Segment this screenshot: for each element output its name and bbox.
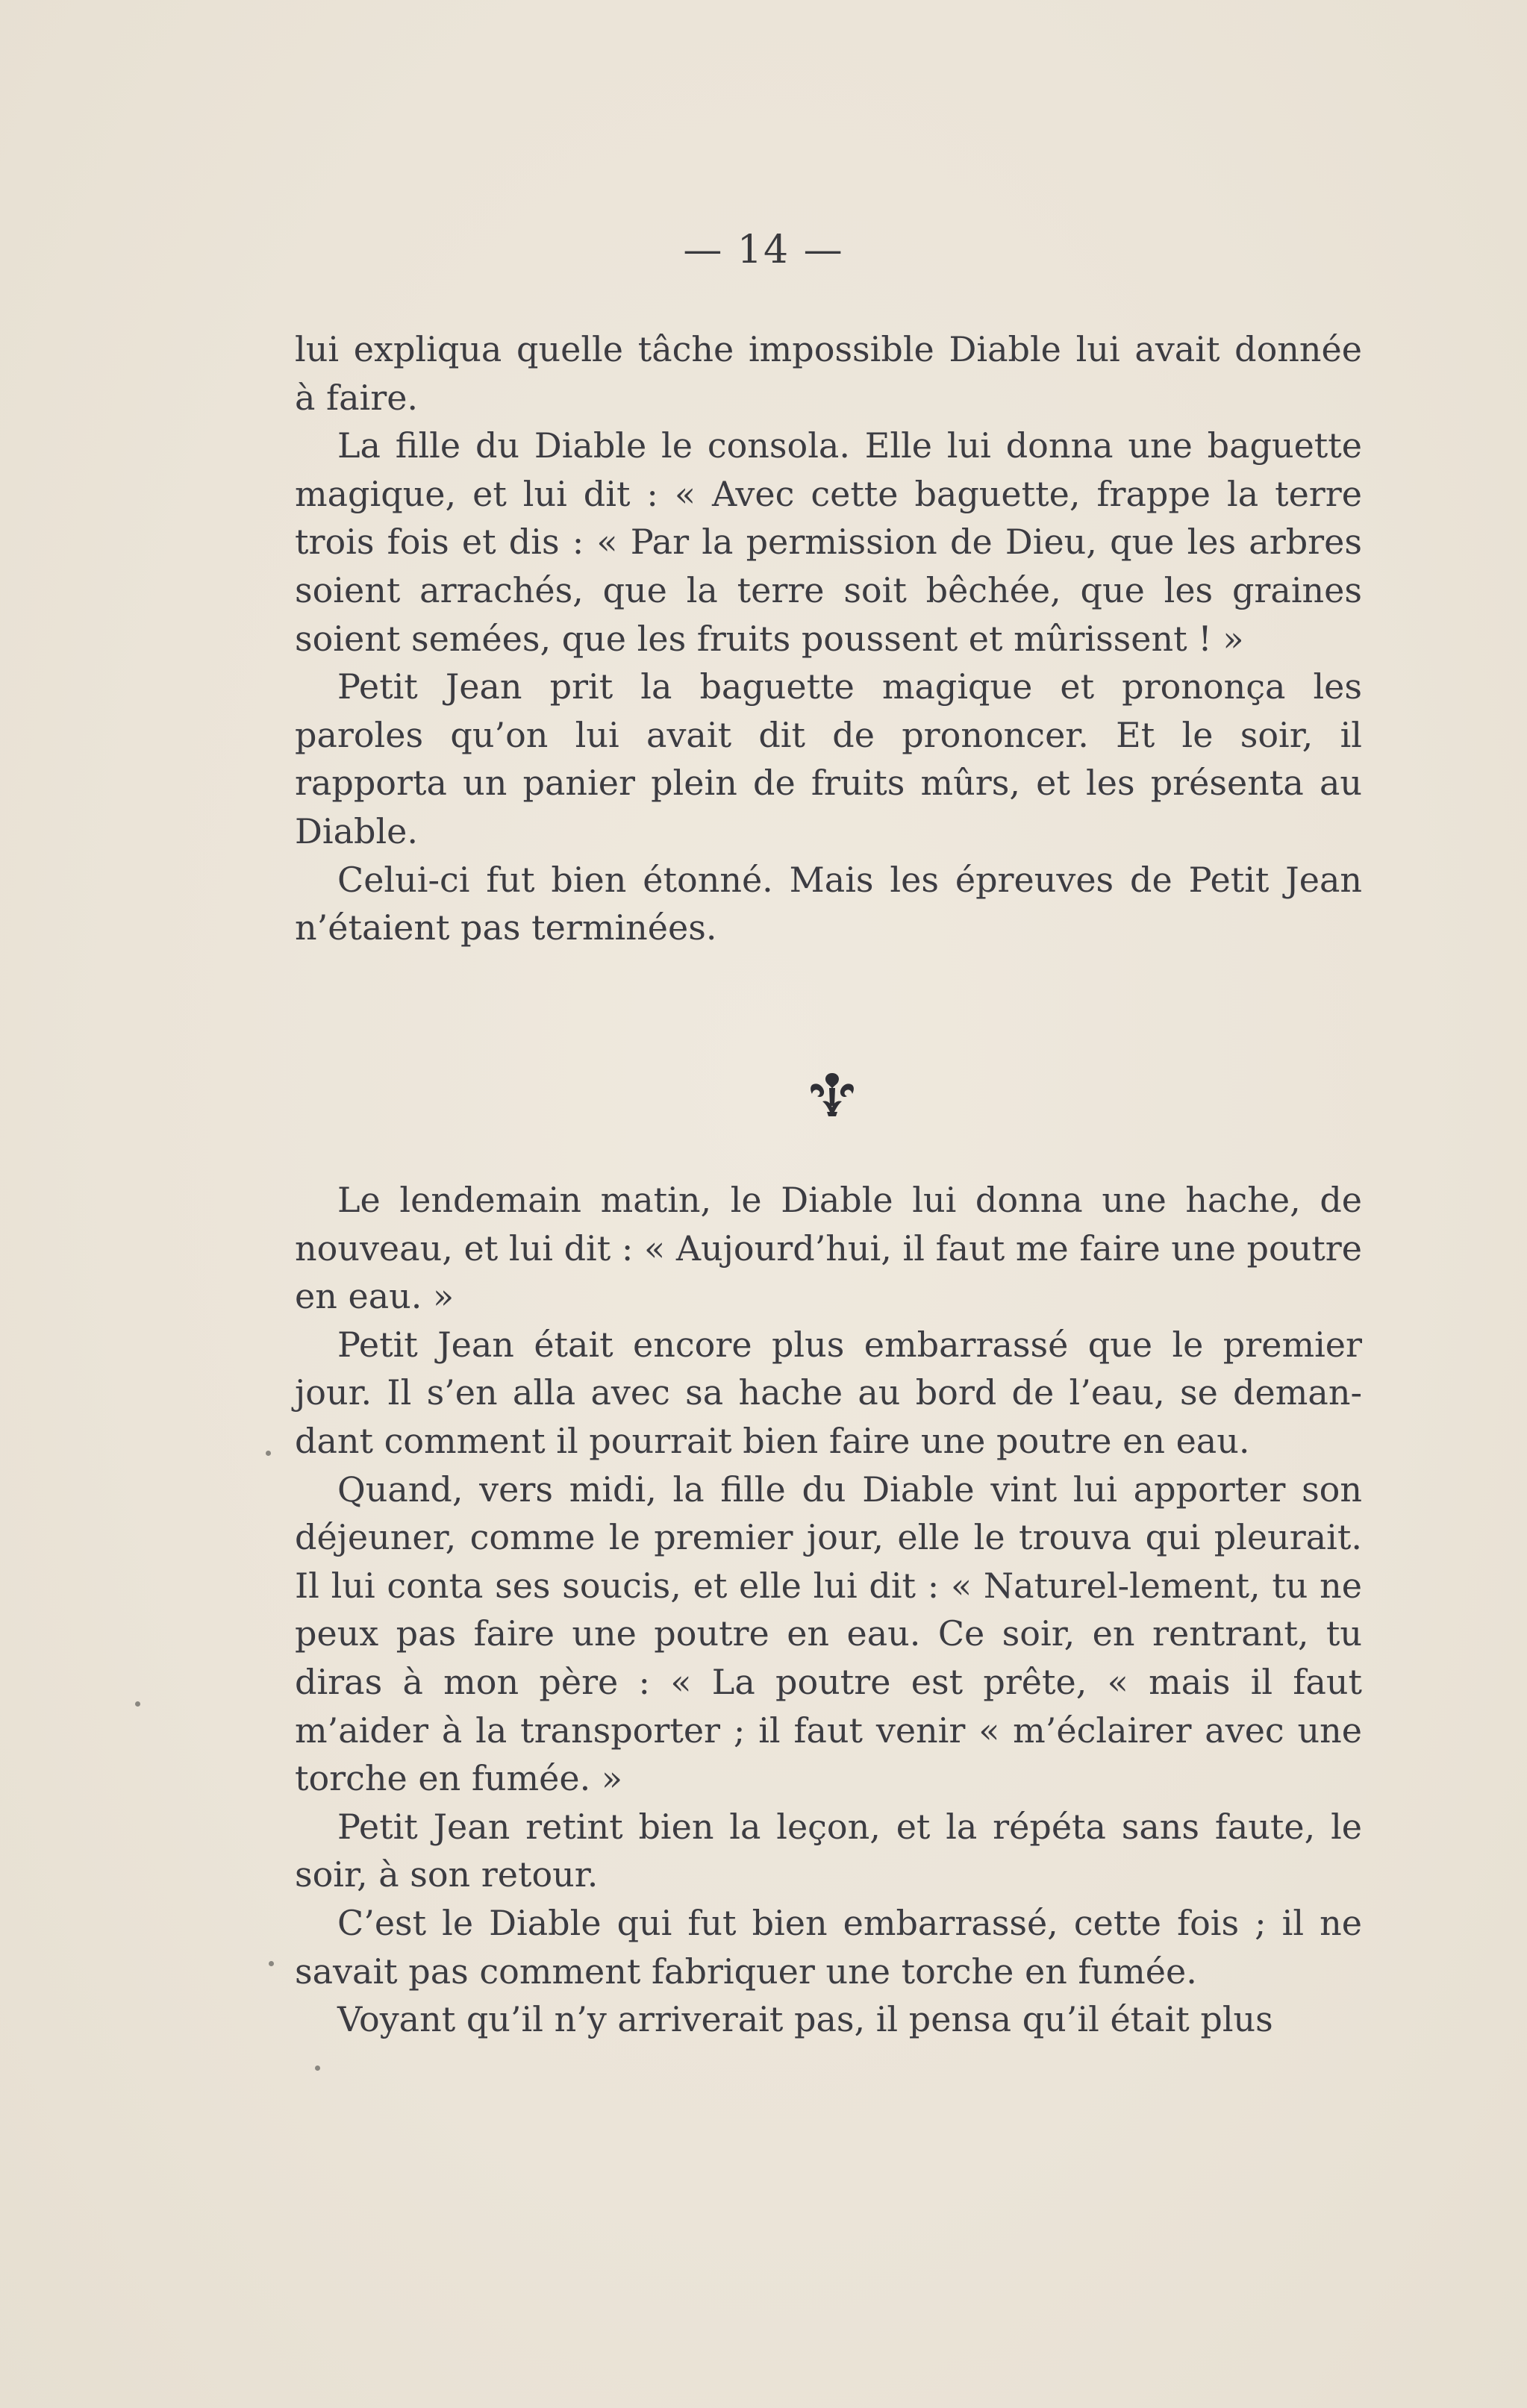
- page-number: — 14 —: [683, 228, 844, 272]
- paragraph: Quand, vers midi, la fille du Diable vint lui apporter son déjeuner, comme le premier jour, elle le trouva qui pleurait. Il lui conta ses soucis, et elle lui dit : « Naturel-lement, tu ne peux pas faire une poutre en eau. Ce soir, en rentrant, tu diras à mon père : « La poutre est prête, « mais il faut m’aider à la transporter ; il faut venir « m’éclairer avec une torche en fumée. »: [295, 1469, 1362, 1799]
- paragraph: Petit Jean retint bien la leçon, et la répéta sans faute, le soir, à son retour.: [295, 1806, 1362, 1895]
- text-section-2: [295, 1176, 1362, 2044]
- paper-speck: [135, 1701, 140, 1707]
- text-section-1: [295, 325, 1362, 952]
- paragraph: La fille du Diable le consola. Elle lui donna une baguette magique, et lui dit : « Avec cette baguette, frappe la terre trois fois et dis : « Par la permission de Dieu, que les arbres soient arrachés, que la terre soit bêchée, que les graines soient semées, que les fruits poussent et mûrissent ! »: [295, 425, 1362, 659]
- paper-speck: [266, 1451, 271, 1456]
- paragraph: Le lendemain matin, le Diable lui donna une hache, de nouveau, et lui dit : « Aujourd’hui, il faut me faire une poutre en eau. »: [295, 1180, 1362, 1317]
- paper-speck: [269, 1961, 274, 1966]
- paragraph: lui expliqua quelle tâche impossible Diable lui avait donnée à faire.: [295, 329, 1362, 418]
- fleuron-icon: [806, 1069, 858, 1121]
- paragraph: Petit Jean prit la baguette magique et prononça les paroles qu’on lui avait dit de prononcer. Et le soir, il rapporta un panier plein de fruits mûrs, et les présenta au Diable.: [295, 666, 1362, 851]
- paper-speck: [315, 2065, 320, 2071]
- paragraph: Voyant qu’il n’y arriverait pas, il pensa qu’il était plus: [337, 1999, 1273, 2040]
- paragraph: Petit Jean était encore plus embarrassé que le premier jour. Il s’en alla avec sa hache au bord de l’eau, se deman-dant comment il pourrait bien faire une poutre en eau.: [295, 1324, 1362, 1461]
- paragraph: Celui-ci fut bien étonné. Mais les épreuves de Petit Jean n’étaient pas terminées.: [295, 859, 1362, 948]
- paragraph: C’est le Diable qui fut bien embarrassé, cette fois ; il ne savait pas comment fabriquer une torche en fumée.: [295, 1902, 1362, 1992]
